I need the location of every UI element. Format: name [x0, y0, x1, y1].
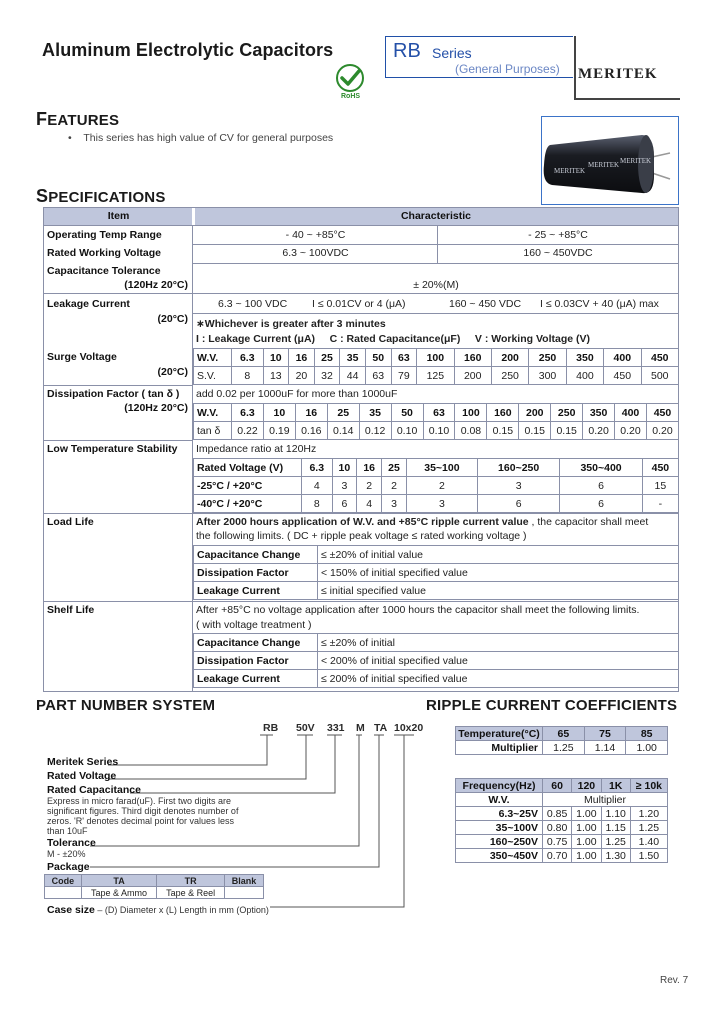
rated-wv-value-2: 160 ~ 450VDC — [523, 247, 593, 259]
df-sub: (120Hz 20°C) — [124, 402, 188, 414]
page-title: Aluminum Electrolytic Capacitors — [42, 40, 334, 60]
rf-value-cell: 1.20 — [630, 807, 667, 821]
surge-wv-cell: 35 — [340, 349, 366, 367]
df-label: Dissipation Factor ( tan δ ) — [47, 388, 180, 400]
rf-value-cell: 1.00 — [572, 821, 601, 835]
series-word: Series — [432, 45, 472, 61]
rf-head-label: Frequency(Hz) — [456, 779, 543, 793]
cap-tol-value: ± 20%(M) — [413, 279, 459, 291]
df-tan-cell: 0.22 — [232, 422, 264, 440]
limit-value: < 200% of initial specified value — [318, 652, 679, 670]
shelf-life-line2: ( with voltage treatment ) — [196, 619, 312, 631]
header-underline — [574, 98, 680, 100]
surge-sv-cell: 20 — [289, 367, 315, 385]
photo-label-1: MERITEK — [554, 167, 586, 175]
rf-value-cell: 0.85 — [543, 807, 572, 821]
rf-wv-cell: 35~100V — [456, 821, 543, 835]
rf-value-cell: 0.80 — [543, 821, 572, 835]
surge-sv-cell: 400 — [566, 367, 603, 385]
lt-r2-cell: 8 — [302, 495, 333, 513]
shelf-life-table — [193, 633, 679, 688]
shelf-life-line1: After +85°C no voltage application after 1000 hours the capacitor shall meet the following limits. — [196, 604, 640, 616]
shelf-life-label: Shelf Life — [47, 604, 95, 616]
rf-head-cell: 1K — [601, 779, 630, 793]
df-wv-label: W.V. — [194, 404, 232, 422]
part-number-heading: PART NUMBER SYSTEM — [36, 697, 216, 714]
lt-rv-label: Rated Voltage (V) — [194, 459, 302, 477]
rf-head-cell: ≥ 10k — [630, 779, 667, 793]
pn-code-series: RB — [263, 722, 279, 734]
pkg-head-code: Code — [45, 875, 82, 887]
limit-key: Capacitance Change — [194, 634, 318, 652]
lt-r1-cell: 4 — [302, 477, 333, 495]
rf-head-cell: 60 — [543, 779, 572, 793]
load-life-line2: the following limits. ( DC + ripple peak voltage ≤ rated working voltage ) — [196, 530, 527, 542]
lt-r2-cell: 6 — [332, 495, 357, 513]
op-temp-label: Operating Temp Range — [47, 229, 162, 241]
rf-value-cell: 1.50 — [630, 849, 667, 863]
leakage-legend: I : Leakage Current (μA) C : Rated Capacitance(μF) V : Working Voltage (V) — [196, 333, 591, 345]
rt-row-cell: 1.00 — [626, 741, 668, 755]
lt-r1-label: -25°C / +20°C — [194, 477, 302, 495]
op-temp-value-2: - 25 ~ +85°C — [528, 229, 588, 241]
leakage-label: Leakage Current — [47, 298, 130, 310]
pkg-head-tr: TR — [157, 875, 225, 887]
lt-r2-cell: 3 — [382, 495, 407, 513]
pkg-head-ta: TA — [81, 875, 157, 887]
surge-wv-cell: 25 — [314, 349, 340, 367]
cap-tol-label: Capacitance Tolerance — [47, 265, 161, 277]
rf-value-cell: 0.70 — [543, 849, 572, 863]
rt-row-label: Multiplier — [456, 741, 543, 755]
pn-voltage-label: Rated Voltage — [47, 770, 117, 782]
pn-code-voltage: 50V — [296, 722, 315, 734]
surge-sv-cell: 250 — [491, 367, 528, 385]
surge-sv-cell: 125 — [417, 367, 454, 385]
product-photo — [541, 116, 679, 205]
lt-r2-cell: 6 — [477, 495, 559, 513]
pkg-row-ta: Tape & Ammo — [81, 887, 157, 899]
load-life-line1: After 2000 hours application of W.V. and +85°C ripple current value , the capacitor shall meet — [196, 516, 649, 528]
surge-sv-cell: 450 — [604, 367, 641, 385]
brand-logo: MERITEK — [578, 66, 658, 82]
surge-sv-cell: 8 — [232, 367, 264, 385]
ripple-freq-table — [455, 778, 668, 863]
pn-tolerance-label: Tolerance — [47, 837, 96, 849]
rf-value-cell: 1.25 — [601, 835, 630, 849]
leakage-b1: 160 ~ 450 VDC — [449, 298, 522, 310]
leakage-b2: I ≤ 0.03CV + 40 (μA) max — [540, 298, 659, 310]
surge-wv-cell: 6.3 — [232, 349, 264, 367]
lt-r2-cell: 6 — [560, 495, 642, 513]
df-wv-cell: 450 — [646, 404, 678, 422]
pn-code-case: 10x20 — [394, 722, 424, 734]
rf-value-cell: 1.00 — [572, 835, 601, 849]
pn-cap-desc-2: significant figures. Third digit denotes number of — [47, 806, 239, 816]
pn-tol-desc: M - ±20% — [47, 849, 86, 859]
rf-wv-cell: 160~250V — [456, 835, 543, 849]
lt-r1-cell: 6 — [560, 477, 642, 495]
limit-key: Capacitance Change — [194, 546, 318, 564]
ripple-temp-table — [455, 726, 668, 755]
surge-wv-cell: 350 — [566, 349, 603, 367]
surge-wv-cell: 160 — [454, 349, 491, 367]
pn-cap-desc-3: zeros. 'R' denotes decimal point for values less — [47, 816, 235, 826]
surge-wv-label: W.V. — [194, 349, 232, 367]
rf-mult-label: Multiplier — [543, 793, 668, 807]
col-characteristic: Characteristic — [400, 210, 472, 222]
lt-rv-cell: 160~250 — [477, 459, 559, 477]
leakage-sub: (20°C) — [157, 313, 188, 325]
df-wv-cell: 160 — [487, 404, 519, 422]
package-table — [44, 874, 264, 899]
pkg-row-blank — [224, 887, 263, 899]
surge-sv-cell: 200 — [454, 367, 491, 385]
lt-r1-cell: 2 — [382, 477, 407, 495]
rf-head-cell: 120 — [572, 779, 601, 793]
surge-wv-cell: 50 — [365, 349, 391, 367]
limit-key: Dissipation Factor — [194, 564, 318, 582]
rated-wv-value-1: 6.3 ~ 100VDC — [282, 247, 349, 259]
rf-wv-cell: 6.3~25V — [456, 807, 543, 821]
pn-cap-desc-4: than 10uF — [47, 826, 88, 836]
header-divider — [574, 36, 576, 100]
surge-sub: (20°C) — [157, 366, 188, 378]
rohs-label: RoHS — [341, 93, 361, 100]
surge-wv-cell: 450 — [641, 349, 679, 367]
df-wv-cell: 63 — [423, 404, 455, 422]
rf-wv-label: W.V. — [456, 793, 543, 807]
lt-rv-cell: 450 — [642, 459, 678, 477]
df-tan-cell: 0.08 — [455, 422, 487, 440]
limit-value: ≤ 200% of initial specified value — [318, 670, 679, 688]
rf-value-cell: 1.30 — [601, 849, 630, 863]
surge-sv-cell: 500 — [641, 367, 679, 385]
rf-value-cell: 1.00 — [572, 849, 601, 863]
df-wv-cell: 35 — [359, 404, 391, 422]
photo-label-2: MERITEK — [588, 161, 620, 169]
df-tan-cell: 0.20 — [646, 422, 678, 440]
df-wv-cell: 350 — [583, 404, 615, 422]
df-wv-cell: 16 — [295, 404, 327, 422]
df-table — [193, 403, 679, 440]
df-tan-cell: 0.10 — [423, 422, 455, 440]
surge-sv-cell: 32 — [314, 367, 340, 385]
features-heading: FEATURES — [36, 109, 120, 129]
surge-wv-cell: 63 — [391, 349, 417, 367]
surge-sv-cell: 44 — [340, 367, 366, 385]
rt-head-cell: 65 — [543, 727, 585, 741]
rt-head-label: Temperature(°C) — [456, 727, 543, 741]
photo-label-3: MERITEK — [620, 157, 652, 165]
surge-wv-cell: 200 — [491, 349, 528, 367]
surge-wv-cell: 250 — [529, 349, 566, 367]
low-temp-label: Low Temperature Stability — [47, 443, 178, 455]
specifications-heading: SPECIFICATIONS — [36, 186, 166, 206]
pkg-row-tr: Tape & Reel — [157, 887, 225, 899]
op-temp-value-1: - 40 ~ +85°C — [285, 229, 346, 241]
df-tan-cell: 0.12 — [359, 422, 391, 440]
lt-r2-cell: - — [642, 495, 678, 513]
pn-capacitance-label: Rated Capacitance — [47, 784, 141, 796]
df-tan-cell: 0.20 — [615, 422, 647, 440]
rf-value-cell: 1.25 — [630, 821, 667, 835]
series-code: RB — [393, 40, 421, 62]
surge-wv-cell: 400 — [604, 349, 641, 367]
df-tan-cell: 0.10 — [391, 422, 423, 440]
leakage-a2: I ≤ 0.01CV or 4 (μA) — [312, 298, 406, 310]
limit-key: Leakage Current — [194, 582, 318, 600]
load-life-table — [193, 545, 679, 600]
df-tan-cell: 0.20 — [583, 422, 615, 440]
df-wv-cell: 10 — [263, 404, 295, 422]
spec-table-header — [43, 207, 679, 226]
lt-r1-cell: 2 — [357, 477, 382, 495]
surge-sv-cell: 13 — [263, 367, 289, 385]
df-wv-cell: 250 — [551, 404, 583, 422]
lt-r1-cell: 2 — [406, 477, 477, 495]
limit-key: Leakage Current — [194, 670, 318, 688]
df-tan-label: tan δ — [194, 422, 232, 440]
lt-r2-cell: 3 — [406, 495, 477, 513]
pn-case-size: Case size – (D) Diameter x (L) Length in mm (Option) — [47, 904, 269, 916]
pn-code-tolerance: M — [356, 722, 365, 734]
rf-value-cell: 1.40 — [630, 835, 667, 849]
df-tan-cell: 0.14 — [327, 422, 359, 440]
low-temp-table — [193, 458, 679, 513]
lt-rv-cell: 6.3 — [302, 459, 333, 477]
ripple-heading: RIPPLE CURRENT COEFFICIENTS — [426, 697, 678, 714]
rated-wv-label: Rated Working Voltage — [47, 247, 161, 259]
rf-wv-cell: 350~450V — [456, 849, 543, 863]
df-wv-cell: 25 — [327, 404, 359, 422]
df-tan-cell: 0.19 — [263, 422, 295, 440]
lt-r2-label: -40°C / +20°C — [194, 495, 302, 513]
df-tan-cell: 0.15 — [487, 422, 519, 440]
surge-wv-cell: 16 — [289, 349, 315, 367]
rf-value-cell: 1.00 — [572, 807, 601, 821]
series-subtitle: (General Purposes) — [455, 62, 560, 76]
surge-sv-cell: 63 — [365, 367, 391, 385]
lt-rv-cell: 350~400 — [560, 459, 642, 477]
rf-value-cell: 1.10 — [601, 807, 630, 821]
rf-value-cell: 1.15 — [601, 821, 630, 835]
df-wv-cell: 100 — [455, 404, 487, 422]
df-tan-cell: 0.16 — [295, 422, 327, 440]
df-wv-cell: 400 — [615, 404, 647, 422]
pn-code-capacitance: 331 — [327, 722, 345, 734]
df-wv-cell: 200 — [519, 404, 551, 422]
lt-r2-cell: 4 — [357, 495, 382, 513]
df-tan-cell: 0.15 — [551, 422, 583, 440]
low-temp-note: Impedance ratio at 120Hz — [196, 443, 317, 455]
col-item: Item — [107, 210, 130, 222]
pn-cap-desc-1: Express in micro farad(uF). First two digits are — [47, 796, 232, 806]
pn-package-label: Package — [47, 861, 90, 873]
df-wv-cell: 6.3 — [232, 404, 264, 422]
pkg-row-code — [45, 887, 82, 899]
cap-tol-sub: (120Hz 20°C) — [124, 279, 188, 291]
capacitor-image — [542, 117, 678, 204]
surge-sv-cell: 79 — [391, 367, 417, 385]
df-tan-cell: 0.15 — [519, 422, 551, 440]
lt-rv-cell: 35~100 — [406, 459, 477, 477]
leakage-note: ∗Whichever is greater after 3 minutes — [196, 318, 386, 330]
rt-row-cell: 1.25 — [543, 741, 585, 755]
limit-value: < 150% of initial specified value — [318, 564, 679, 582]
lt-rv-cell: 10 — [332, 459, 357, 477]
rf-value-cell: 0.75 — [543, 835, 572, 849]
pkg-head-blank: Blank — [224, 875, 263, 887]
surge-wv-cell: 10 — [263, 349, 289, 367]
surge-sv-cell: 300 — [529, 367, 566, 385]
load-life-label: Load Life — [47, 516, 94, 528]
surge-wv-cell: 100 — [417, 349, 454, 367]
df-wv-cell: 50 — [391, 404, 423, 422]
limit-value: ≤ ±20% of initial value — [318, 546, 679, 564]
limit-value: ≤ initial specified value — [318, 582, 679, 600]
df-note: add 0.02 per 1000uF for more than 1000uF — [196, 388, 398, 400]
rohs-check-icon — [335, 63, 365, 93]
rt-head-cell: 85 — [626, 727, 668, 741]
limit-value: ≤ ±20% of initial — [318, 634, 679, 652]
rt-head-cell: 75 — [584, 727, 626, 741]
pn-series-label: Meritek Series — [47, 756, 119, 768]
lt-r1-cell: 3 — [477, 477, 559, 495]
surge-table — [193, 348, 679, 385]
surge-label: Surge Voltage — [47, 351, 117, 363]
lt-r1-cell: 3 — [332, 477, 357, 495]
limit-key: Dissipation Factor — [194, 652, 318, 670]
lt-rv-cell: 16 — [357, 459, 382, 477]
lt-rv-cell: 25 — [382, 459, 407, 477]
lt-r1-cell: 15 — [642, 477, 678, 495]
leakage-a1: 6.3 ~ 100 VDC — [218, 298, 288, 310]
surge-sv-label: S.V. — [194, 367, 232, 385]
features-bullet: • This series has high value of CV for general purposes — [68, 132, 334, 144]
rt-row-cell: 1.14 — [584, 741, 626, 755]
revision-label: Rev. 7 — [660, 975, 689, 986]
pn-code-package: TA — [374, 722, 388, 734]
